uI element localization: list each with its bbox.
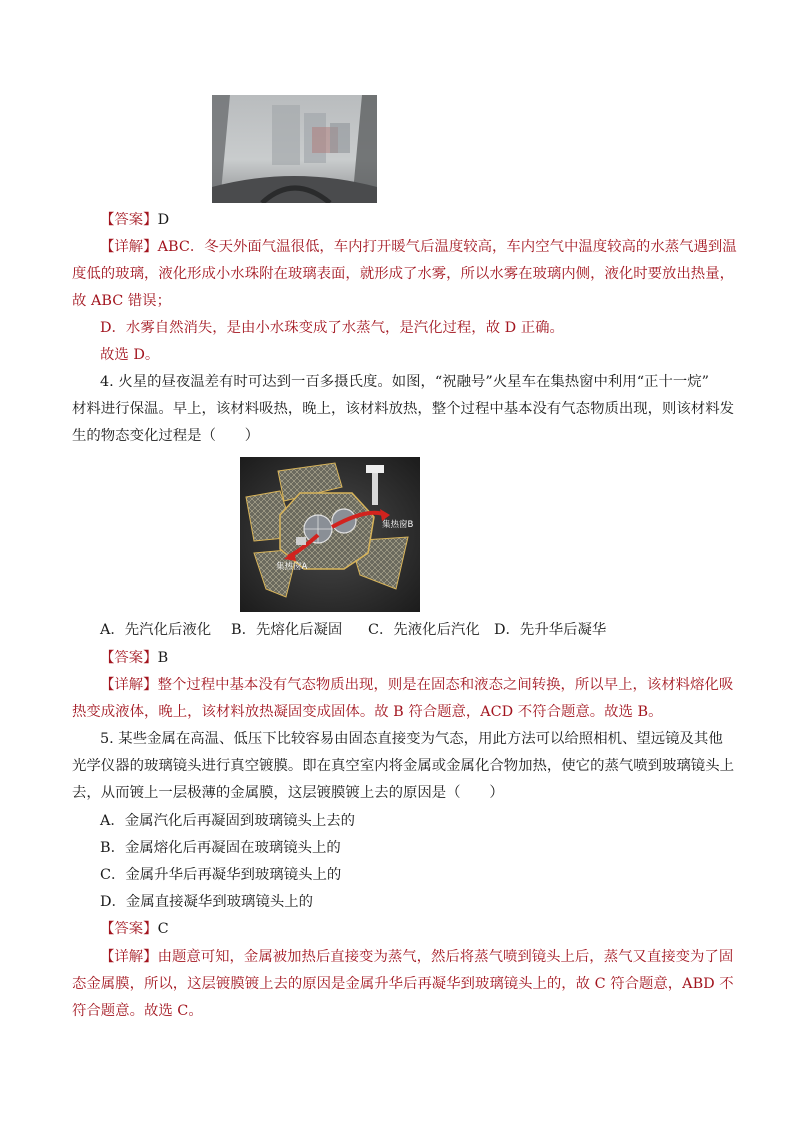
- q3-detail-line-2: 度低的玻璃，液化形成小水珠附在玻璃表面，就形成了水雾，所以水雾在玻璃内侧，液化时要放出热量，: [72, 266, 734, 282]
- q4-options: [100, 617, 750, 644]
- q3-answer-line: [100, 207, 750, 234]
- window-b-label: 集热窗B: [382, 520, 414, 530]
- q5-option-b[interactable]: B．金属熔化后再凝固在玻璃镜头上的: [100, 840, 341, 856]
- q5-detail-line-2: 态金属膜，所以，这层镀膜镀上去的原因是金属升华后再凝华到玻璃镜头上的，故 C 符合题意，ABD 不: [72, 976, 734, 992]
- rover-illustration: [240, 457, 420, 612]
- zhurong-rover-figure: [240, 457, 420, 612]
- q4-option-d[interactable]: D．先升华后凝华: [494, 622, 607, 638]
- q5-answer-value: C: [157, 921, 169, 937]
- q3-detail-line-1: 【详解】ABC．冬天外面气温很低，车内打开暖气后温度较高，车内空气中温度较高的水蒸气遇到温: [100, 239, 737, 255]
- q4-stem-line-1: 4. 火星的昼夜温差有时可达到一百多摄氏度。如图，“祝融号”火星车在集热窗中利用“正十一烷”: [100, 374, 709, 390]
- q5-stem-line-2: 光学仪器的玻璃镜头进行真空镀膜。即在真空室内将金属或金属化合物加热，使它的蒸气喷到玻璃镜头上: [72, 758, 734, 774]
- q5-stem-line-3: 去，从而镀上一层极薄的金属膜，这层镀膜镀上去的原因是（ ）: [72, 785, 504, 801]
- q5-stem-line-1: 5. 某些金属在高温、低压下比较容易由固态直接变为气态，用此方法可以给照相机、望远镜及其他: [100, 731, 723, 747]
- q4-stem-line-2: 材料进行保温。早上，该材料吸热，晚上，该材料放热，整个过程中基本没有气态物质出现，则该材料发: [72, 401, 734, 417]
- windshield-photo-illustration: [212, 95, 377, 203]
- q5-option-c[interactable]: C．金属升华后再凝华到玻璃镜头上的: [100, 867, 342, 883]
- q3-detail-line-4: D．水雾自然消失，是由小水珠变成了水蒸气，是汽化过程，故 D 正确。: [100, 320, 564, 336]
- q4-answer-line: [100, 645, 750, 672]
- q4-detail-line-2: 热变成液体，晚上，该材料放热凝固变成固体。故 B 符合题意，ACD 不符合题意。故选 B。: [72, 704, 663, 720]
- q5-detail-label: 【详解】: [100, 949, 158, 965]
- q4-answer-label: 【答案】: [100, 650, 158, 666]
- q4-answer-value: B: [157, 650, 169, 666]
- q4-option-b[interactable]: B．先熔化后凝固: [231, 622, 343, 638]
- q3-detail-line-5: 故选 D。: [100, 347, 160, 363]
- q5-detail-line-3: 符合题意。故选 C。: [72, 1003, 203, 1019]
- q4-option-c[interactable]: C．先液化后汽化: [368, 622, 480, 638]
- q4-option-a[interactable]: A．先汽化后液化: [100, 622, 212, 638]
- q3-detail-label: 【详解】: [100, 239, 158, 255]
- q4-stem-line-3: 生的物态变化过程是（ ）: [72, 428, 260, 444]
- q5-answer-line: [100, 916, 750, 943]
- window-a-label: 集热窗A: [276, 562, 308, 572]
- q5-detail-line-1: 【详解】由题意可知，金属被加热后直接变为蒸气，然后将蒸气喷到镜头上后，蒸气又直接变为了固: [100, 949, 734, 965]
- q3-detail-line-3: 故 ABC 错误；: [72, 293, 171, 309]
- q5-answer-label: 【答案】: [100, 921, 158, 937]
- q3-answer-value: D: [157, 212, 170, 228]
- fogged-windshield-figure: [212, 95, 377, 203]
- q4-detail-line-1: 【详解】整个过程中基本没有气态物质出现，则是在固态和液态之间转换，所以早上，该材料熔化吸: [100, 677, 734, 693]
- q5-option-a[interactable]: A．金属汽化后再凝固到玻璃镜头上去的: [100, 813, 356, 829]
- q5-option-d[interactable]: D．金属直接凝华到玻璃镜头上的: [100, 894, 314, 910]
- q4-detail-label: 【详解】: [100, 677, 158, 693]
- q3-answer-label: 【答案】: [100, 212, 158, 228]
